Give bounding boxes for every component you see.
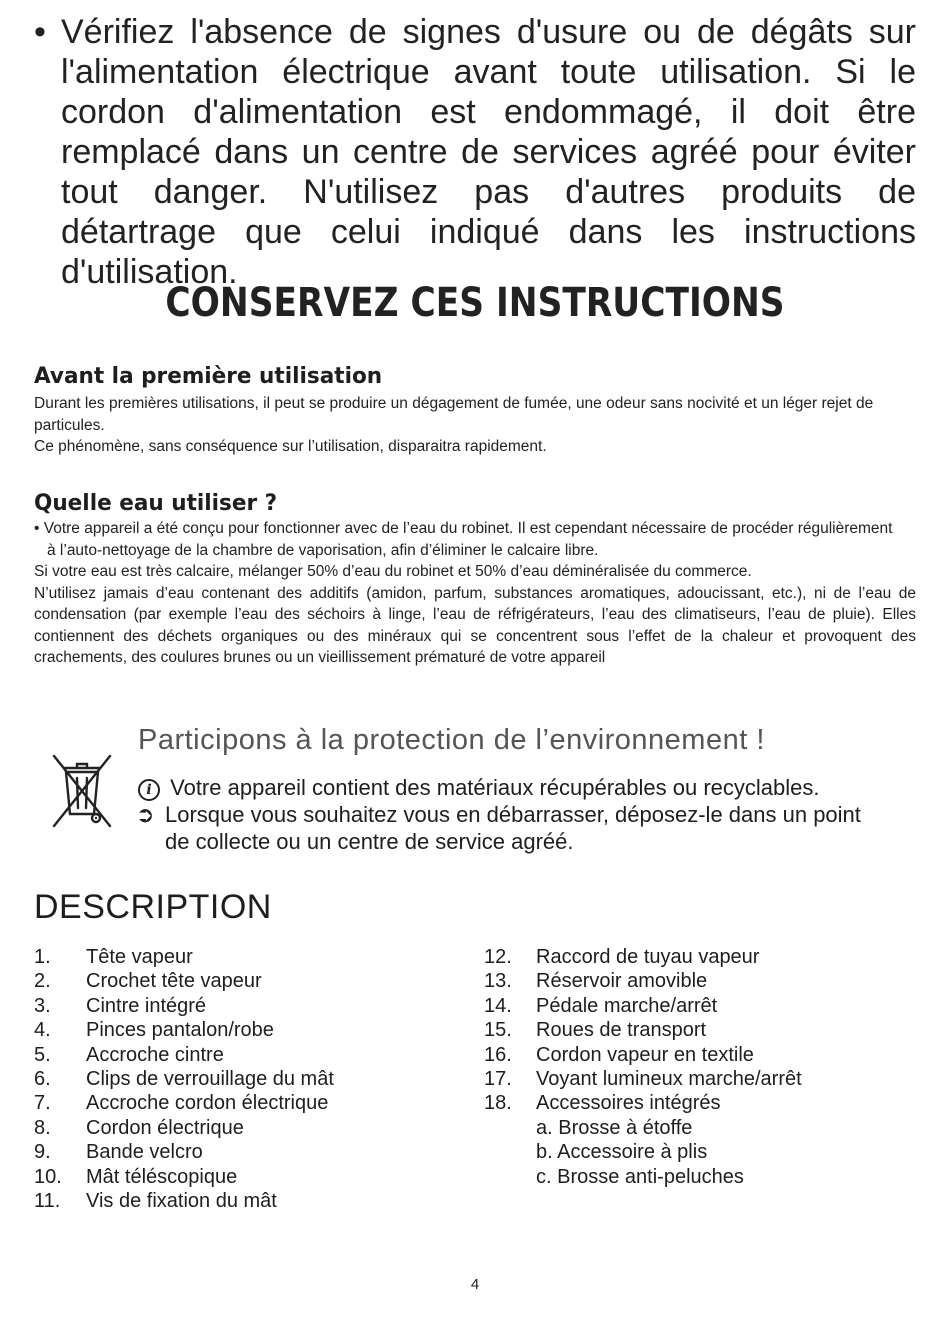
- list-item: 11. Vis de fixation du mât: [34, 1189, 277, 1212]
- environment-disposal-line: de collecte ou un centre de service agréé.: [165, 829, 574, 854]
- environment-disposal-text: [165, 801, 925, 855]
- crossed-bin-icon: [50, 750, 114, 830]
- description-list-right: [484, 945, 914, 1189]
- bullet-marker: •: [34, 13, 46, 51]
- description-title: DESCRIPTION: [34, 888, 272, 926]
- never-additives-paragraph: N’utilisez jamais d’eau contenant des additifs (amidon, parfum, substances aromatiques, adoucissant, etc.), ni de l’eau de condensation (par exemple l’eau des séchoirs à linge, l’eau de réfrigérateurs, l’eau des climatiseurs, l’eau de pluie). Elles contiennent des déchets organiques ou des minéraux qui se concentrent sous l’effet de la chaleur et provoquent des crachements, des coulures brunes ou un vieillissement prématuré de votre appareil: [34, 584, 916, 666]
- list-item: 10. Mât téléscopique: [34, 1165, 238, 1188]
- list-item: 16. Cordon vapeur en textile: [484, 1043, 754, 1066]
- list-item: 6. Clips de verrouillage du mât: [34, 1067, 334, 1090]
- list-subitem: c. Brosse anti-peluches: [536, 1165, 744, 1188]
- list-item: 4. Pinces pantalon/robe: [34, 1019, 274, 1042]
- list-item: 18. Accessoires intégrés: [484, 1092, 721, 1115]
- description-list-left: [34, 945, 464, 1213]
- water-bullet-line-cont: à l’auto-nettoyage de la chambre de vaporisation, afin d’éliminer le calcaire libre.: [47, 541, 599, 559]
- list-item: 9. Bande velcro: [34, 1141, 203, 1164]
- environment-info-line: [138, 774, 820, 801]
- environment-title: Participons à la protection de l’environnement !: [138, 724, 765, 756]
- list-item: 2. Crochet tête vapeur: [34, 970, 262, 993]
- before-first-use-line: Ce phénomène, sans conséquence sur l’utilisation, disparaitra rapidement.: [34, 438, 547, 455]
- list-item: 7. Accroche cordon électrique: [34, 1092, 329, 1115]
- environment-disposal-line: Lorsque vous souhaitez vous en débarrasser, déposez-le dans un point: [165, 802, 861, 827]
- list-item: 14. Pédale marche/arrêt: [484, 994, 718, 1017]
- conserve-heading: CONSERVEZ CES INSTRUCTIONS: [165, 280, 785, 326]
- list-item: 1. Tête vapeur: [34, 946, 193, 968]
- list-item: 17. Voyant lumineux marche/arrêt: [484, 1067, 802, 1090]
- warning-text: Vérifiez l'absence de signes d'usure ou de dégâts sur l'alimentation électrique avant toute utilisation. Si le cordon d'alimentation est endommagé, il doit être remplacé dans un centre de services agréé pour éviter tout danger. N'utilisez pas d'autres produits de détartrage que celui indiqué dans les instructions d'utilisation.: [61, 13, 916, 291]
- before-first-use-text: [34, 393, 916, 458]
- list-subitem: b. Accessoire à plis: [536, 1141, 708, 1164]
- list-item: 5. Accroche cintre: [34, 1043, 224, 1066]
- environment-info-text: Votre appareil contient des matériaux récupérables ou recyclables.: [170, 775, 820, 800]
- before-first-use-line: particules.: [34, 416, 105, 434]
- list-item: 13. Réservoir amovible: [484, 970, 708, 993]
- arrow-icon: ➲: [136, 802, 155, 827]
- info-icon: i: [138, 779, 160, 801]
- water-bullet-line: • Votre appareil a été conçu pour fonctionner avec de l’eau du robinet. Il est cependant nécessaire de procéder régulièrement: [34, 520, 893, 537]
- before-first-use-line: Durant les premières utilisations, il peut se produire un dégagement de fumée, une odeur sans nocivité et un léger rejet de: [34, 395, 874, 412]
- calcaire-line: Si votre eau est très calcaire, mélanger 50% d’eau du robinet et 50% d’eau déminéralisée du commerce.: [34, 563, 752, 580]
- water-heading: Quelle eau utiliser ?: [34, 491, 278, 516]
- before-first-use-heading: Avant la première utilisation: [34, 364, 383, 389]
- list-item: 8. Cordon électrique: [34, 1116, 244, 1139]
- list-item: 12. Raccord de tuyau vapeur: [484, 946, 760, 968]
- list-subitem: a. Brosse à étoffe: [536, 1116, 693, 1139]
- water-text: [34, 518, 916, 669]
- list-item: 15. Roues de transport: [484, 1019, 707, 1042]
- list-item: 3. Cintre intégré: [34, 994, 207, 1017]
- page-number: 4: [470, 1276, 480, 1293]
- warning-paragraph: [34, 12, 916, 292]
